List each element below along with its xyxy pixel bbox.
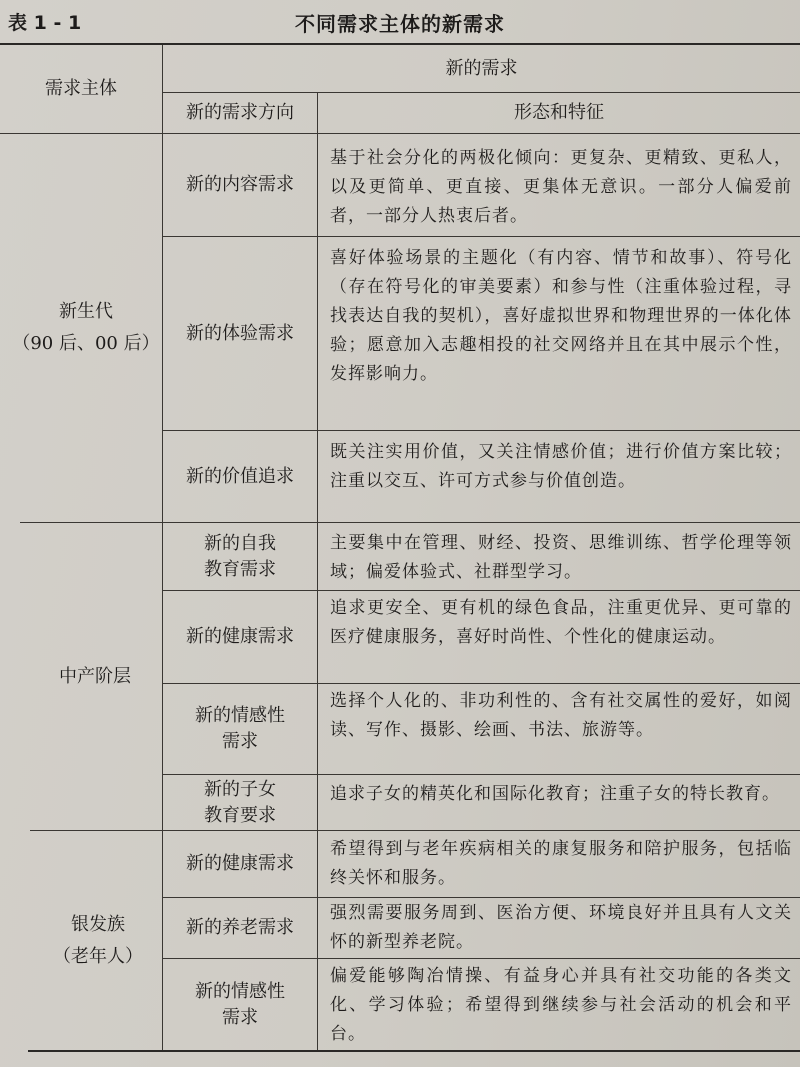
direction-cell: 新的价值追求 (186, 465, 294, 487)
direction-line: 需求 (222, 1006, 258, 1028)
header-direction: 新的需求方向 (186, 102, 294, 123)
row-divider (163, 236, 800, 237)
row-divider (163, 774, 800, 775)
direction-line: 新的子女 (204, 778, 276, 800)
features-cell: 追求更安全、更有机的绿色食品，注重更优异、更可靠的医疗健康服务，喜好时尚性、个性化的健康运动。 (330, 598, 792, 647)
direction-line: 新的自我 (204, 532, 276, 554)
row-divider (163, 92, 800, 93)
column-divider (317, 93, 318, 1050)
direction-cell (163, 959, 317, 1050)
subject-new-generation (10, 134, 162, 522)
table-number: 表 1 - 1 (8, 12, 82, 34)
features-cell: 偏爱能够陶冶情操、有益身心并具有社交功能的各类文化、学习体验；希望得到继续参与社会活动的机会和平台。 (330, 966, 792, 1044)
direction-cell (163, 523, 317, 590)
direction-cell: 新的养老需求 (186, 917, 294, 938)
subject-line: 中产阶层 (59, 665, 131, 687)
direction-cell: 新的健康需求 (186, 853, 294, 874)
direction-cell: 新的健康需求 (186, 626, 294, 647)
row-divider (163, 958, 800, 959)
table-caption (0, 0, 800, 44)
direction-line: 新的情感性 (195, 980, 285, 1002)
header-features: 形态和特征 (514, 102, 604, 123)
row-divider (163, 430, 800, 431)
subject-silver-generation (34, 831, 162, 1050)
features-cell: 既关注实用价值，又关注情感价值；进行价值方案比较；注重以交互、许可方式参与价值创造。 (330, 442, 792, 491)
features-cell: 主要集中在管理、财经、投资、思维训练、哲学伦理等领域；偏爱体验式、社群型学习。 (330, 533, 792, 582)
features-cell: 基于社会分化的两极化倾向：更复杂、更精致、更私人，以及更简单、更直接、更集体无意识。一部分人偏爱前者，一部分人热衷后者。 (330, 148, 792, 226)
subject-line: 银发族 (71, 913, 125, 935)
subject-line: 新生代 (58, 301, 113, 322)
table-bottom-rule (28, 1050, 800, 1052)
group-divider (20, 522, 800, 523)
group-divider (30, 830, 800, 831)
features-cell: 追求子女的精英化和国际化教育；注重子女的特长教育。 (330, 784, 780, 804)
features-cell: 希望得到与老年疾病相关的康复服务和陪护服务，包括临终关怀和服务。 (330, 839, 792, 888)
direction-cell (163, 775, 317, 830)
table-title: 不同需求主体的新需求 (295, 12, 505, 36)
features-cell: 选择个人化的、非功利性的、含有社交属性的爱好，如阅读、写作、摄影、绘画、书法、旅游等。 (330, 691, 792, 740)
subject-line: （90 后、00 后） (12, 333, 160, 354)
direction-line: 教育需求 (204, 558, 276, 580)
direction-line: 需求 (222, 731, 258, 752)
direction-cell (163, 684, 317, 774)
direction-line: 教育要求 (204, 804, 276, 826)
features-cell: 喜好体验场景的主题化（有内容、情节和故事）、符号化（存在符号化的审美要素）和参与性（注重体验过程，寻找表达自我的契机），喜好虚拟世界和物理世界的一体化体验；愿意加入志趣相投的社交网络并且在其中展示个性，发挥影响力。 (330, 248, 792, 384)
row-divider (163, 897, 800, 898)
subject-middle-class (28, 523, 162, 830)
row-divider (0, 133, 800, 134)
direction-line: 新的情感性 (195, 705, 285, 726)
features-cell: 强烈需要服务周到、医治方便、环境良好并且具有人文关怀的新型养老院。 (330, 903, 792, 952)
header-subject: 需求主体 (45, 78, 117, 99)
row-divider (163, 590, 800, 591)
header-new-demand: 新的需求 (445, 57, 518, 79)
subject-line: （老年人） (53, 945, 143, 967)
row-divider (163, 683, 800, 684)
column-divider (162, 45, 163, 1050)
direction-cell: 新的内容需求 (186, 174, 294, 195)
direction-cell: 新的体验需求 (186, 322, 294, 344)
